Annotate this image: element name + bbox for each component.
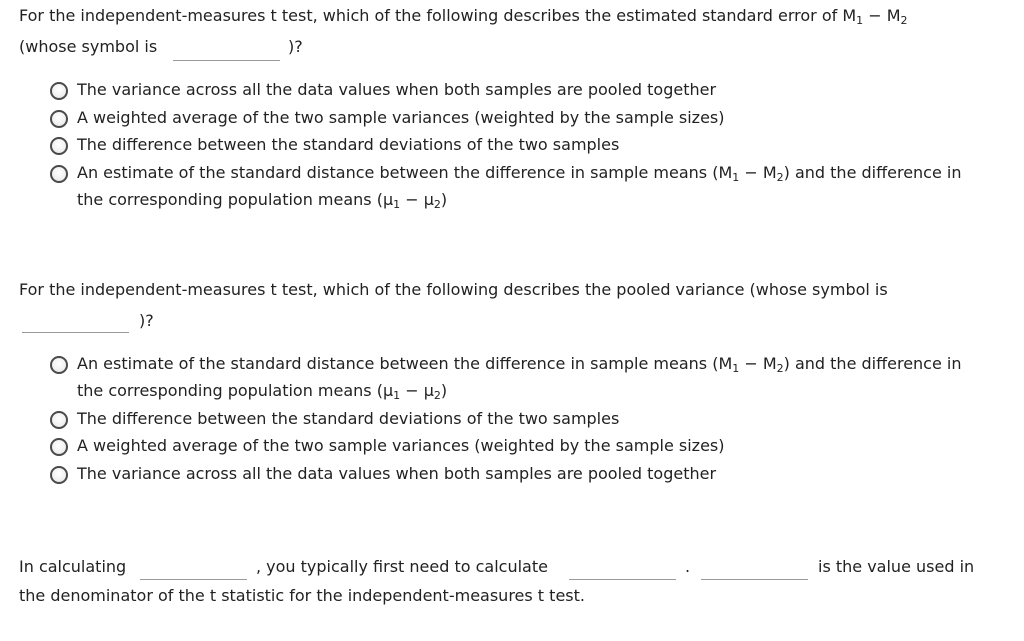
q1-option-4-label[interactable] — [77, 163, 962, 183]
q1-option-2-label[interactable]: A weighted average of the two sample variances (weighted by the sample sizes) — [77, 108, 725, 127]
q1-option-4-text: An estimate of the standard distance between the difference in sample means (M — [77, 163, 733, 182]
q3-blank-3[interactable] — [701, 579, 808, 580]
q2-option-3-radio[interactable] — [50, 438, 68, 456]
q2-option-4-radio[interactable] — [50, 466, 68, 484]
q2-option-1-line2-sub1: 1 — [393, 389, 401, 402]
q1-prompt-line2-end: )? — [288, 37, 303, 56]
q1-option-4-sub1: 1 — [732, 171, 740, 184]
q3-text-part1: In calculating — [19, 557, 127, 576]
q2-option-1-radio[interactable] — [50, 356, 68, 374]
q1-option-2-radio[interactable] — [50, 110, 68, 128]
q3-text-part4: is the value used in — [818, 557, 975, 576]
q1-option-4-line2-sub2: 2 — [433, 198, 441, 211]
q2-option-2-label[interactable]: The difference between the standard deviations of the two samples — [77, 409, 620, 428]
q1-option-4-end: ) and the difference in — [783, 163, 962, 182]
q2-option-1-sub2: 2 — [776, 362, 784, 375]
q1-option-1-label[interactable]: The variance across all the data values when both samples are pooled together — [77, 80, 717, 99]
q1-option-3-label[interactable]: The difference between the standard deviations of the two samples — [77, 135, 620, 154]
q3-text-line2: the denominator of the t statistic for the independent-measures t test. — [19, 586, 585, 605]
q1-option-1-radio[interactable] — [50, 82, 68, 100]
q2-option-1-mid: − M — [739, 354, 777, 373]
q1-option-4-line2-text: the corresponding population means (μ — [77, 190, 394, 209]
q2-option-1-line2-text: the corresponding population means (μ — [77, 381, 394, 400]
q2-option-1-line2-sub2: 2 — [433, 389, 441, 402]
q1-prompt-subscript-1: 1 — [856, 14, 864, 27]
q2-option-1-label[interactable] — [77, 354, 962, 374]
q1-prompt-minus: − M — [863, 6, 901, 25]
q3-text-part3: . — [685, 557, 691, 576]
q2-option-3-label[interactable]: A weighted average of the two sample variances (weighted by the sample sizes) — [77, 436, 725, 455]
q1-prompt-text: For the independent-measures t test, which of the following describes the estimated standard error of M — [19, 6, 857, 25]
q3-text-part2: , you typically first need to calculate — [256, 557, 548, 576]
q1-prompt-subscript-2: 2 — [900, 14, 908, 27]
q2-option-1-text: An estimate of the standard distance between the difference in sample means (M — [77, 354, 733, 373]
q2-option-1-label-line2[interactable] — [77, 381, 447, 401]
q2-symbol-blank[interactable] — [22, 332, 129, 333]
q3-blank-2[interactable] — [569, 579, 676, 580]
q1-prompt-line2-start: (whose symbol is — [19, 37, 158, 56]
q2-option-4-label[interactable]: The variance across all the data values when both samples are pooled together — [77, 464, 717, 483]
q2-option-1-end: ) and the difference in — [783, 354, 962, 373]
q2-prompt-line2-end: )? — [139, 311, 154, 330]
q1-option-4-sub2: 2 — [776, 171, 784, 184]
q2-prompt-line1: For the independent-measures t test, which of the following describes the pooled variance (whose symbol is — [19, 280, 888, 299]
q1-prompt-line1 — [19, 6, 908, 26]
q2-option-2-radio[interactable] — [50, 411, 68, 429]
q1-option-3-radio[interactable] — [50, 137, 68, 155]
q2-option-1-line2-mid: − μ — [400, 381, 434, 400]
q1-option-4-line2-mid: − μ — [400, 190, 434, 209]
q2-option-1-line2-end: ) — [440, 381, 448, 400]
q1-option-4-mid: − M — [739, 163, 777, 182]
q2-option-1-sub1: 1 — [732, 362, 740, 375]
q1-option-4-line2-sub1: 1 — [393, 198, 401, 211]
q1-symbol-blank[interactable] — [173, 60, 280, 61]
q3-blank-1[interactable] — [140, 579, 247, 580]
q1-option-4-line2-end: ) — [440, 190, 448, 209]
q1-option-4-radio[interactable] — [50, 165, 68, 183]
q1-option-4-label-line2[interactable] — [77, 190, 447, 210]
